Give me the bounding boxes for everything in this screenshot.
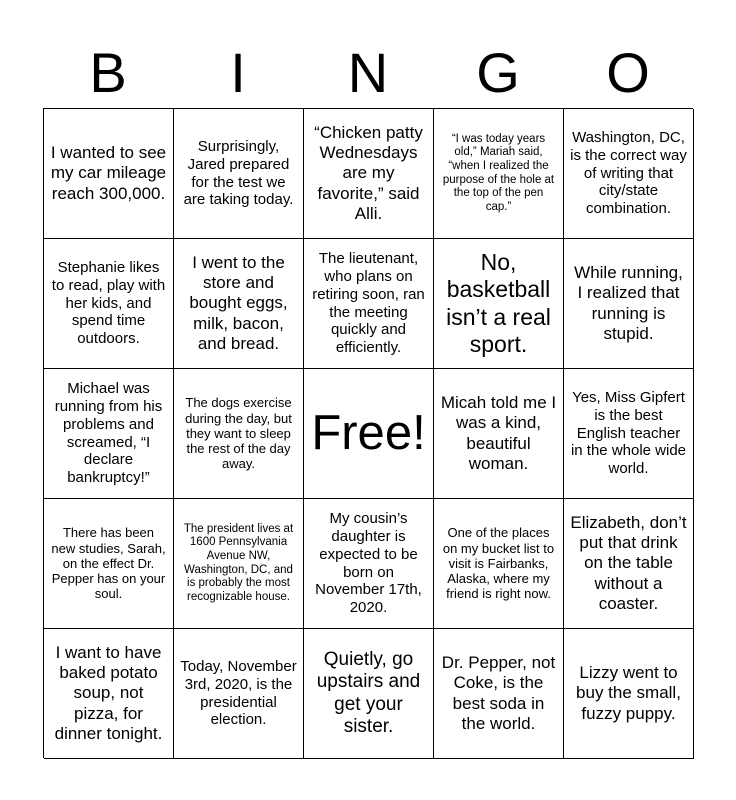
header-letter-n: N	[347, 41, 389, 104]
bingo-cell-r2c4[interactable]	[434, 239, 564, 369]
bingo-cell-free[interactable]	[304, 369, 434, 499]
bingo-cell-r2c5[interactable]	[564, 239, 694, 369]
cell-text: I wanted to see my car mileage reach 300,000.	[50, 143, 167, 203]
bingo-cell-r4c5[interactable]	[564, 499, 694, 629]
bingo-cell-r2c2[interactable]	[174, 239, 304, 369]
bingo-cell-r2c1[interactable]	[44, 239, 174, 369]
bingo-cell-r4c4[interactable]	[434, 499, 564, 629]
bingo-cell-r2c3[interactable]	[304, 239, 434, 369]
bingo-cell-r5c1[interactable]	[44, 629, 174, 759]
cell-text: The dogs exercise during the day, but they want to sleep the rest of the day away.	[185, 395, 292, 472]
cell-text: “Chicken patty Wednesdays are my favorite,” said Alli.	[314, 123, 423, 223]
cell-text: Elizabeth, don’t put that drink on the table without a coaster.	[570, 513, 687, 613]
cell-text: Yes, Miss Gipfert is the best English teacher in the whole wide world.	[570, 389, 687, 478]
header-letter-i: I	[230, 41, 246, 104]
cell-text: I went to the store and bought eggs, milk, bacon, and bread.	[189, 253, 288, 353]
cell-text: Lizzy went to buy the small, fuzzy puppy.	[576, 663, 681, 723]
cell-text: Stephanie likes to read, play with her kids, and spend time outdoors.	[51, 259, 166, 348]
bingo-cell-r3c4[interactable]	[434, 369, 564, 499]
bingo-cell-r1c3[interactable]	[304, 109, 434, 239]
cell-text: “I was today years old,” Mariah said, “when I realized the purpose of the hole at the top of the pen cap.”	[442, 132, 555, 213]
free-space-label: Free!	[311, 405, 426, 460]
bingo-cell-r5c2[interactable]	[174, 629, 304, 759]
bingo-cell-r4c2[interactable]	[174, 499, 304, 629]
cell-text: Micah told me I was a kind, beautiful woman.	[440, 393, 557, 473]
bingo-cell-r1c5[interactable]	[564, 109, 694, 239]
cell-text: While running, I realized that running is stupid.	[574, 263, 683, 343]
cell-text: Dr. Pepper, not Coke, is the best soda in the world.	[441, 653, 556, 733]
cell-text: One of the places on my bucket list to visit is Fairbanks, Alaska, where my friend is right now.	[442, 525, 555, 602]
header-letter-b: B	[89, 41, 127, 104]
bingo-cell-r4c3[interactable]	[304, 499, 434, 629]
header-letter-g: G	[476, 41, 520, 104]
bingo-cell-r4c1[interactable]	[44, 499, 174, 629]
cell-text: Surprisingly, Jared prepared for the test we are taking today.	[183, 138, 294, 209]
cell-text: Today, November 3rd, 2020, is the presidential election.	[180, 658, 297, 729]
bingo-cell-r1c4[interactable]	[434, 109, 564, 239]
cell-text: Washington, DC, is the correct way of writing that city/state combination.	[570, 129, 687, 218]
bingo-header	[43, 38, 693, 108]
cell-text: There has been new studies, Sarah, on the effect Dr. Pepper has on your soul.	[51, 525, 166, 602]
cell-text: My cousin’s daughter is expected to be born on November 17th, 2020.	[315, 510, 422, 616]
bingo-cell-r5c3[interactable]	[304, 629, 434, 759]
cell-text: The lieutenant, who plans on retiring soon, ran the meeting quickly and efficiently.	[312, 250, 425, 356]
header-letter-o: O	[606, 41, 650, 104]
bingo-cell-r3c1[interactable]	[44, 369, 174, 499]
cell-text: Michael was running from his problems and screamed, “I declare bankruptcy!”	[54, 380, 163, 486]
bingo-cell-r1c2[interactable]	[174, 109, 304, 239]
bingo-cell-r5c4[interactable]	[434, 629, 564, 759]
bingo-cell-r5c5[interactable]	[564, 629, 694, 759]
cell-text: No, basketball isn’t a real sport.	[446, 249, 551, 357]
cell-text: The president lives at 1600 Pennsylvania Avenue NW, Washington, DC, and is probably the most recognizable house.	[183, 522, 294, 603]
bingo-cell-r1c1[interactable]	[44, 109, 174, 239]
cell-text: Quietly, go upstairs and get your sister.	[316, 648, 421, 737]
cell-text: I want to have baked potato soup, not pizza, for dinner tonight.	[54, 643, 163, 743]
bingo-board	[43, 108, 693, 758]
bingo-cell-r3c2[interactable]	[174, 369, 304, 499]
bingo-cell-r3c5[interactable]	[564, 369, 694, 499]
